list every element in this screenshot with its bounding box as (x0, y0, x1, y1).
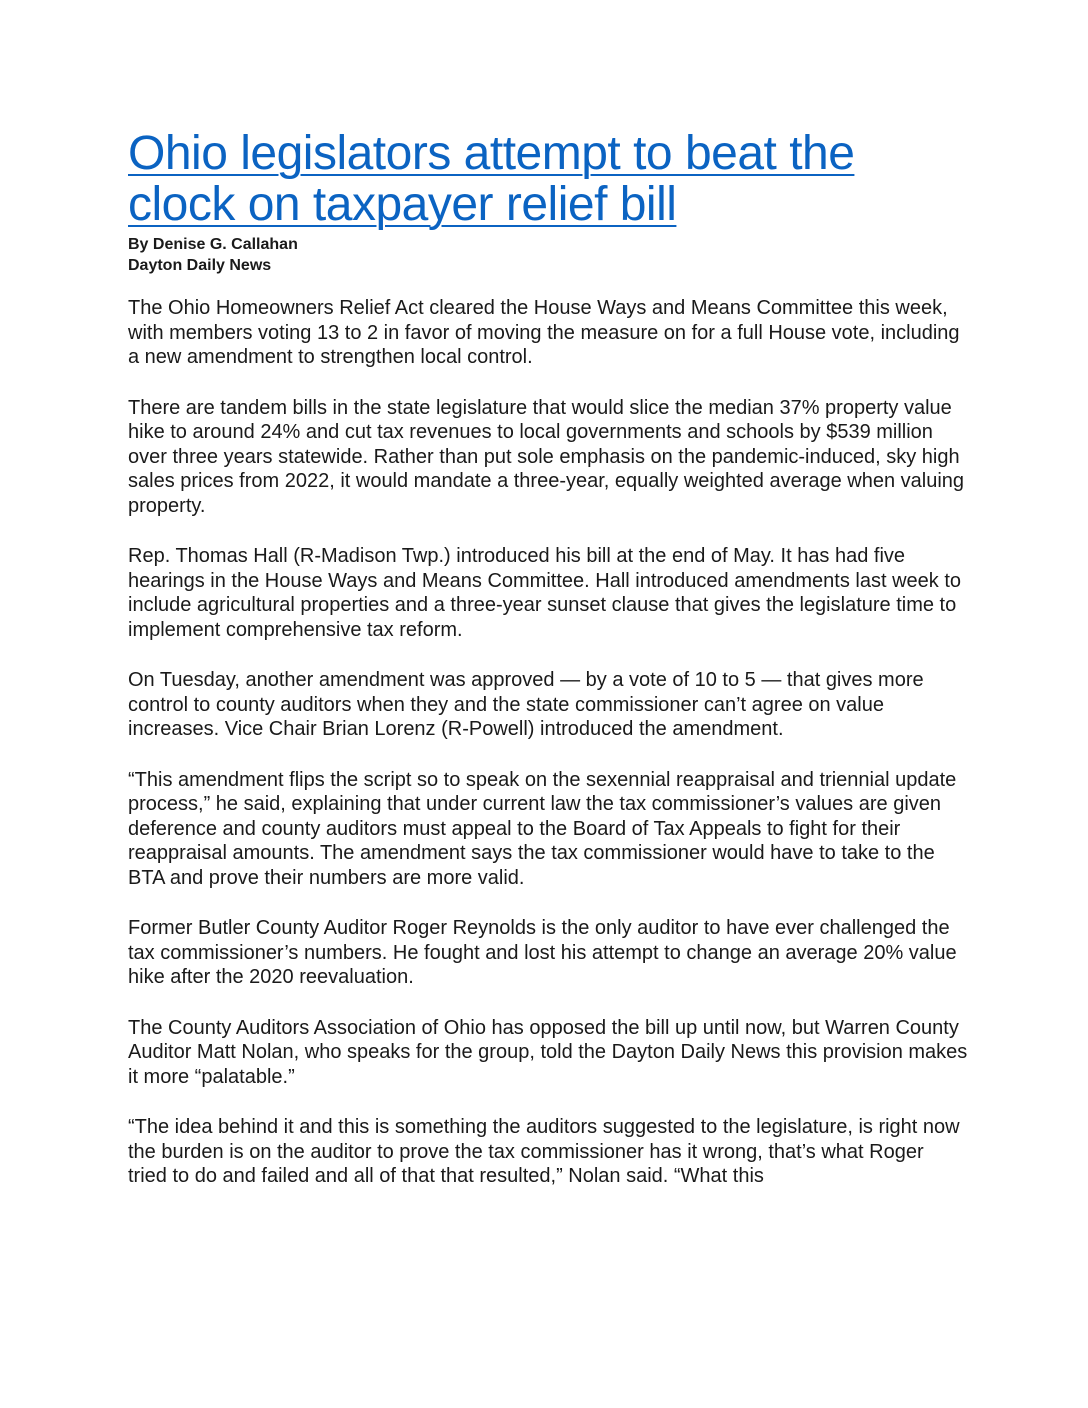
byline-author-line (128, 234, 968, 255)
headline-link[interactable]: Ohio legislators attempt to beat the clock on taxpayer relief bill (128, 127, 855, 231)
byline-prefix: By (128, 236, 149, 253)
byline (128, 234, 968, 276)
article-body (128, 296, 968, 1189)
author-name: Denise G. Callahan (152, 236, 298, 253)
article-paragraph: There are tandem bills in the state legislature that would slice the median 37% property value hike to around 24% and cut tax revenues to local governments and schools by $539 million over three years statewide. Rather than put sole emphasis on the pandemic-induced, sky high sales prices from 2022, it would mandate a three-year, equally weighted average when valuing property. (128, 396, 965, 517)
article-paragraph: The County Auditors Association of Ohio has opposed the bill up until now, but Warren County Auditor Matt Nolan, who speaks for the group, told the Dayton Daily News this provision makes it more “palatable.” (128, 1016, 968, 1088)
article (128, 128, 968, 1215)
publication-name: Dayton Daily News (128, 257, 272, 274)
article-headline (128, 128, 968, 230)
article-paragraph: Former Butler County Auditor Roger Reynolds is the only auditor to have ever challenged the tax commissioner’s numbers. He fought and lost his attempt to change an average 20% value hike after the 2020 reevaluation. (128, 917, 957, 988)
article-paragraph: “The idea behind it and this is something the auditors suggested to the legislature, is right now the burden is on the auditor to prove the tax commissioner has it wrong, that’s what Roger tried to do and failed and all of that that resulted,” Nolan said. “What this (128, 1116, 960, 1187)
article-paragraph: The Ohio Homeowners Relief Act cleared the House Ways and Means Committee this week, with members voting 13 to 2 in favor of moving the measure on for a full House vote, including a new amendment to strengthen local control. (128, 297, 960, 368)
article-paragraph: Rep. Thomas Hall (R-Madison Twp.) introduced his bill at the end of May. It has had five hearings in the House Ways and Means Committee. Hall introduced amendments last week to include agricultural properties and a three-year sunset clause that gives the legislature time to implement comprehensive tax reform. (128, 545, 961, 641)
article-paragraph: On Tuesday, another amendment was approved — by a vote of 10 to 5 — that gives more control to county auditors when they and the state commissioner can’t agree on value increases. Vice Chair Brian Lorenz (R-Powell) introduced the amendment. (128, 669, 924, 740)
article-paragraph: “This amendment flips the script so to speak on the sexennial reappraisal and triennial update process,” he said, explaining that under current law the tax commissioner’s values are given deference and county auditors must appeal to the Board of Tax Appeals to fight for their reappraisal amounts. The amendment says the tax commissioner would have to take to the BTA and prove their numbers are more valid. (128, 768, 957, 889)
